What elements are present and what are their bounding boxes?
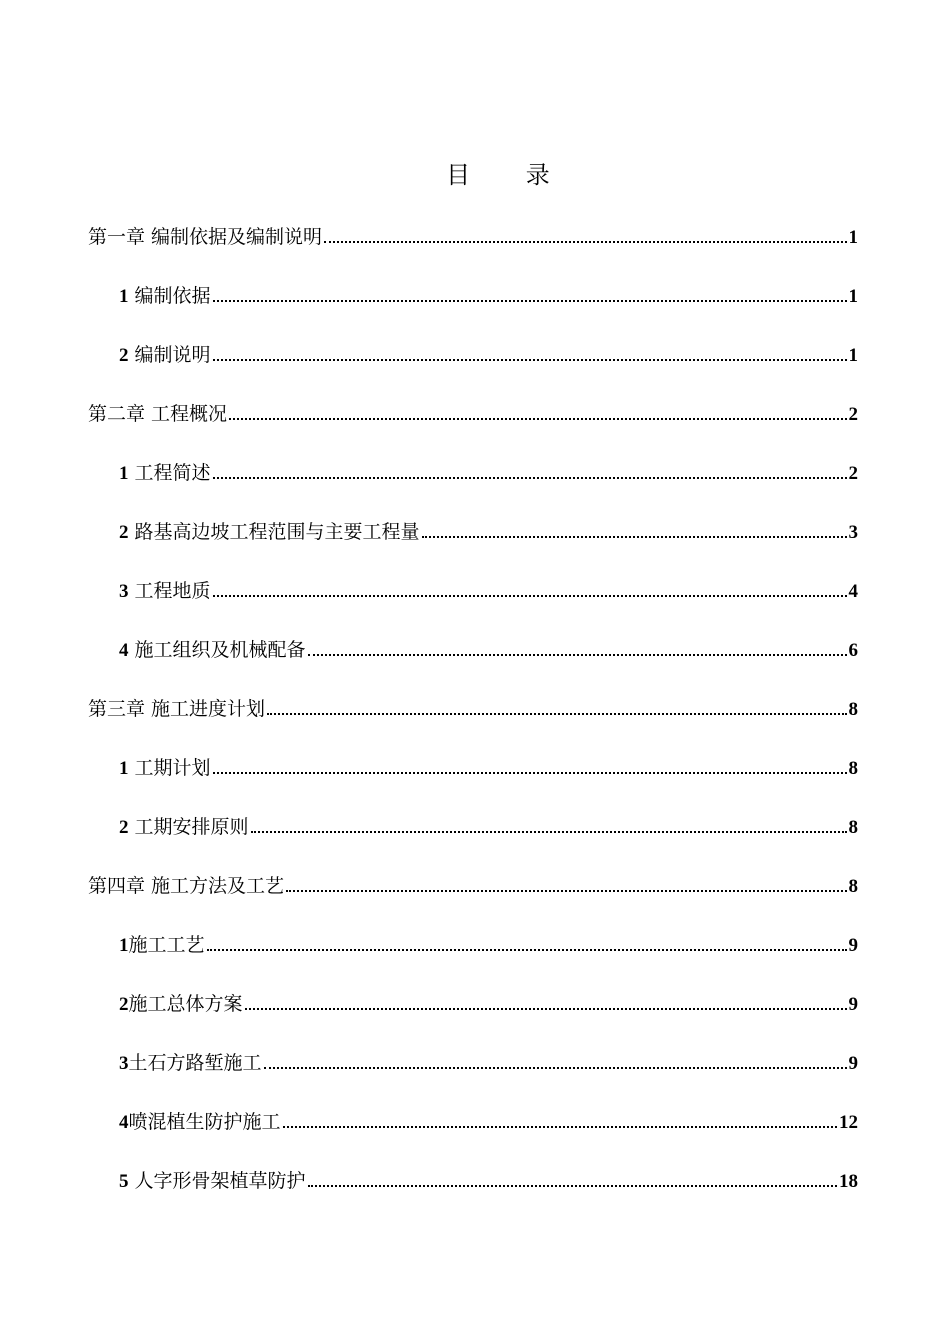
dot-leader bbox=[213, 771, 847, 774]
dot-leader bbox=[213, 299, 847, 302]
toc-entry-page: 8 bbox=[848, 758, 858, 779]
toc-entry-label bbox=[119, 342, 211, 369]
toc-entry-number: 2 bbox=[119, 994, 129, 1015]
toc-entry-page: 6 bbox=[848, 640, 858, 661]
toc-entry-label bbox=[119, 578, 211, 605]
toc-entry-number: 4 bbox=[119, 640, 129, 661]
toc-entry-label bbox=[119, 519, 420, 546]
toc-entry-text: 施工工艺 bbox=[128, 934, 205, 956]
dot-leader bbox=[308, 653, 847, 656]
dot-leader bbox=[286, 889, 846, 892]
toc-entry-number: 2 bbox=[119, 522, 129, 543]
toc-entry-label bbox=[119, 460, 211, 487]
toc-entry-page: 1 bbox=[848, 286, 858, 307]
toc-entry-text: 第二章 工程概况 bbox=[88, 403, 228, 425]
toc-entry-page: 8 bbox=[848, 817, 858, 838]
toc-entry-page: 1 bbox=[848, 227, 858, 248]
toc-entry-page: 2 bbox=[848, 463, 858, 484]
toc-entry-text: 编制说明 bbox=[128, 344, 211, 366]
toc-entry-page: 9 bbox=[848, 994, 858, 1015]
toc-entry[interactable] bbox=[88, 755, 858, 782]
toc-entry-page: 18 bbox=[839, 1171, 858, 1192]
toc-entry[interactable] bbox=[88, 224, 858, 251]
toc-entry[interactable] bbox=[88, 637, 858, 664]
dot-leader bbox=[213, 358, 847, 361]
toc-entry-text: 编制依据 bbox=[128, 285, 211, 307]
toc-entry-number: 3 bbox=[119, 581, 129, 602]
toc-entry-page: 1 bbox=[848, 345, 858, 366]
toc-title: 目 录 bbox=[446, 161, 574, 189]
dot-leader bbox=[264, 1066, 847, 1069]
toc-entry[interactable] bbox=[88, 991, 858, 1018]
toc-entry-label bbox=[88, 696, 265, 723]
toc-entry[interactable] bbox=[88, 519, 858, 546]
toc-entry-label bbox=[119, 755, 211, 782]
toc-entry[interactable] bbox=[88, 401, 858, 428]
toc-entry-page: 4 bbox=[848, 581, 858, 602]
toc-entry-text: 第四章 施工方法及工艺 bbox=[88, 875, 285, 897]
toc-entry-label bbox=[119, 991, 243, 1018]
toc-entry-label bbox=[119, 283, 211, 310]
toc-entry-text: 路基高边坡工程范围与主要工程量 bbox=[128, 521, 420, 543]
dot-leader bbox=[245, 1007, 847, 1010]
toc-entry[interactable] bbox=[88, 460, 858, 487]
dot-leader bbox=[213, 594, 847, 597]
toc-entry-number: 2 bbox=[119, 345, 129, 366]
toc-entry-number: 1 bbox=[119, 758, 129, 779]
dot-leader bbox=[251, 830, 847, 833]
dot-leader bbox=[207, 948, 847, 951]
toc-entry[interactable] bbox=[88, 814, 858, 841]
toc-entry-label bbox=[119, 814, 249, 841]
dot-leader bbox=[324, 240, 846, 243]
toc-entry-text: 工期计划 bbox=[128, 757, 211, 779]
toc-entry-text: 土石方路堑施工 bbox=[128, 1052, 262, 1074]
toc-entry-number: 2 bbox=[119, 817, 129, 838]
toc-entry[interactable] bbox=[88, 283, 858, 310]
toc-entry-text: 人字形骨架植草防护 bbox=[128, 1170, 306, 1192]
dot-leader bbox=[229, 417, 846, 420]
toc-entry-text: 第三章 施工进度计划 bbox=[88, 698, 266, 720]
toc-entry-label bbox=[119, 1109, 281, 1136]
toc-entry-text: 工期安排原则 bbox=[128, 816, 249, 838]
toc-entry-text: 工程简述 bbox=[128, 462, 211, 484]
dot-leader bbox=[283, 1125, 837, 1128]
dot-leader bbox=[267, 712, 846, 715]
toc-entry[interactable] bbox=[88, 342, 858, 369]
toc-entry-label bbox=[119, 637, 306, 664]
toc-entry-label bbox=[88, 224, 322, 251]
toc-entry-page: 12 bbox=[839, 1112, 858, 1133]
toc-entry-label bbox=[119, 1168, 306, 1195]
toc-entry-text: 施工总体方案 bbox=[128, 993, 243, 1015]
toc-entry-text: 第一章 编制依据及编制说明 bbox=[88, 226, 323, 248]
toc-entry-label bbox=[119, 932, 205, 959]
toc-entry-text: 喷混植生防护施工 bbox=[128, 1111, 281, 1133]
toc-entry[interactable] bbox=[88, 1168, 858, 1195]
toc-entry-page: 3 bbox=[848, 522, 858, 543]
toc-entry-number: 1 bbox=[119, 935, 129, 956]
toc-entry[interactable] bbox=[88, 1050, 858, 1077]
toc-entry-number: 1 bbox=[119, 286, 129, 307]
toc-entry-label bbox=[88, 401, 227, 428]
toc-entry-number: 3 bbox=[119, 1053, 129, 1074]
toc-entry[interactable] bbox=[88, 578, 858, 605]
toc-entry-page: 8 bbox=[848, 876, 858, 897]
toc-entry-page: 9 bbox=[848, 1053, 858, 1074]
toc-entry-number: 1 bbox=[119, 463, 129, 484]
dot-leader bbox=[422, 535, 847, 538]
table-of-contents bbox=[88, 0, 858, 1344]
toc-entry[interactable] bbox=[88, 932, 858, 959]
toc-entry-number: 4 bbox=[119, 1112, 129, 1133]
toc-entry-text: 工程地质 bbox=[128, 580, 211, 602]
toc-entry-label bbox=[88, 873, 284, 900]
toc-entry-text: 施工组织及机械配备 bbox=[128, 639, 306, 661]
toc-entry[interactable] bbox=[88, 696, 858, 723]
dot-leader bbox=[308, 1184, 837, 1187]
toc-entry-label bbox=[119, 1050, 262, 1077]
toc-entry-number: 5 bbox=[119, 1171, 129, 1192]
toc-entry-page: 9 bbox=[848, 935, 858, 956]
toc-entry[interactable] bbox=[88, 1109, 858, 1136]
toc-entry[interactable] bbox=[88, 873, 858, 900]
dot-leader bbox=[213, 476, 847, 479]
toc-entry-page: 2 bbox=[848, 404, 858, 425]
toc-entry-page: 8 bbox=[848, 699, 858, 720]
